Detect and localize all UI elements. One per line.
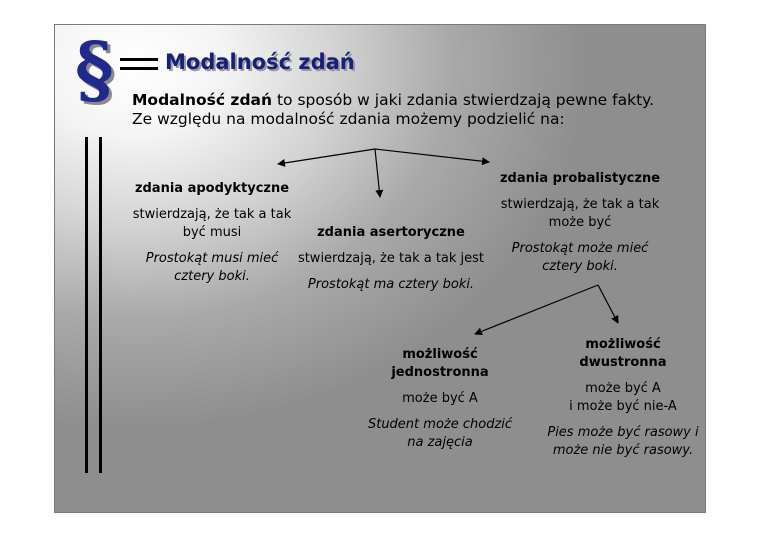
intro-lead: Modalność zdań: [132, 91, 273, 109]
node-probalistyczne-desc-1: stwierdzają, że tak a tak: [500, 197, 660, 212]
section-symbol-icon: §: [75, 27, 114, 113]
node-apodyktyczne-desc-2: być musi: [182, 225, 242, 240]
node-apodyktyczne-desc-1: stwierdzają, że tak a tak: [132, 207, 292, 222]
node-dwustronna-example-2: może nie być rasowy.: [552, 443, 694, 458]
node-apodyktyczne-example-2: cztery boki.: [174, 269, 250, 284]
arrow-to-dwustronna: [598, 285, 618, 323]
node-probalistyczne-desc-2: może być: [548, 215, 612, 230]
node-jednostronna-heading-2: jednostronna: [391, 365, 489, 380]
node-probalistyczne: [486, 170, 674, 276]
node-apodyktyczne-example-1: Prostokąt musi mieć: [145, 251, 279, 266]
node-jednostronna-heading-1: możliwość: [402, 347, 478, 362]
arrow-to-jednostronna: [475, 285, 598, 334]
node-dwustronna: [533, 336, 713, 460]
node-asertoryczne-desc-1: stwierdzają, że tak a tak jest: [297, 251, 485, 266]
arrow-to-apodyktyczne: [278, 149, 375, 164]
node-asertoryczne-example-1: Prostokąt ma cztery boki.: [307, 277, 475, 292]
node-apodyktyczne: [122, 180, 302, 286]
node-asertoryczne-heading: zdania asertoryczne: [317, 225, 465, 240]
slide-title: Modalność zdań: [165, 50, 355, 74]
node-dwustronna-desc-1: może być A: [585, 381, 661, 396]
node-jednostronna-example-1: Student może chodzić: [367, 417, 513, 432]
node-probalistyczne-example-1: Prostokąt może mieć: [511, 241, 649, 256]
intro-line2: Ze względu na modalność zdania możemy podzielić na:: [132, 110, 565, 128]
node-probalistyczne-example-2: cztery boki.: [542, 259, 618, 274]
node-dwustronna-heading-1: możliwość: [585, 337, 661, 352]
node-probalistyczne-heading: zdania probalistyczne: [499, 171, 661, 186]
node-dwustronna-example-1: Pies może być rasowy i: [547, 425, 699, 440]
intro-rest: to sposób w jaki zdania stwierdzają pewne fakty.: [272, 91, 655, 109]
node-apodyktyczne-heading: zdania apodyktyczne: [134, 181, 290, 196]
node-dwustronna-heading-2: dwustronna: [579, 355, 667, 370]
node-asertoryczne: [293, 224, 489, 294]
arrow-to-asertoryczne: [375, 149, 380, 197]
node-dwustronna-desc-2: i może być nie-A: [569, 399, 677, 414]
node-jednostronna: [355, 346, 525, 452]
node-jednostronna-desc-1: może być A: [402, 391, 478, 406]
arrow-to-probalistyczne: [375, 149, 489, 162]
node-jednostronna-example-2: na zajęcia: [407, 435, 473, 450]
slide: [55, 25, 705, 512]
